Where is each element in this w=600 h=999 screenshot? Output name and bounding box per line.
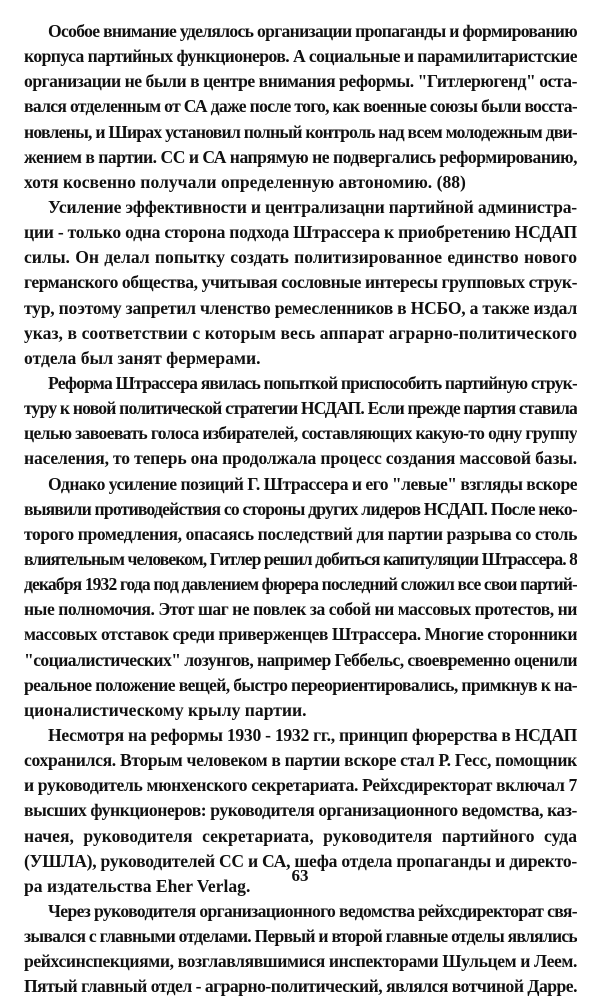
text-line: декабря 1932 года под давлением фюрера последний сложил все свои партий- xyxy=(24,574,577,595)
text-line: германского общества, учитывая сословные интересы групповых струк- xyxy=(24,272,577,293)
text-line: и руководитель мюнхенского секретариата. Рейхсдиректорат включал 7 xyxy=(24,775,577,796)
text-line: организации не были в центре внимания реформы. "Гитлерюгенд" оста- xyxy=(24,71,577,92)
paragraph xyxy=(24,371,577,472)
paragraph xyxy=(24,19,577,195)
text-line: торого промедления, опасаясь последствий для партии разрыва со столь xyxy=(24,523,577,544)
text-line: отдела был занят фермерами. xyxy=(24,347,261,368)
text-line: Несмотря на реформы 1930 - 1932 гг., принцип фюрерства в НСДАП xyxy=(48,724,577,745)
text-line: начея, руководителя секретариата, руководителя партийного суда xyxy=(24,825,577,846)
text-line: Реформа Штрассера явилась попыткой приспособить партийную струк- xyxy=(48,372,577,393)
text-line: выявили противодействия со стороны других лидеров НСДАП. После неко- xyxy=(24,498,577,519)
text-line: массовых отставок среди приверженцев Штрассера. Многие сторонники xyxy=(24,624,577,645)
text-line: указ, в соответствии с которым весь аппарат аграрно-политического xyxy=(24,322,577,343)
paragraph xyxy=(24,195,577,371)
paragraph xyxy=(24,899,577,999)
text-line: сохранился. Вторым человеком в партии вскоре стал Р. Гесс, помощник xyxy=(24,750,577,771)
text-line: рейхсинспекциями, возглавлявшимися инспекторами Шульцем и Леем. xyxy=(24,951,577,972)
text-line: ные полномочия. Этот шаг не повлек за собой ни массовых протестов, ни xyxy=(24,599,577,620)
text-line: (УШЛА), руководителей СС и СА, шефа отдела пропаганды и директо- xyxy=(24,850,577,871)
text-line: населения, то теперь она продолжала процесс создания массовой базы. xyxy=(24,448,577,469)
text-line: вался отделенным от СА даже после того, как военные союзы были восста- xyxy=(24,96,577,117)
text-line: Усиление эффективности и централизацни партийной администра- xyxy=(48,196,577,217)
text-line: корпуса партийных функционеров. А социальные и парамилитаристские xyxy=(24,46,577,67)
text-line: тур, поэтому запретил членство ремесленников в НСБО, а также издал xyxy=(24,297,577,318)
text-line: ционалистическому крылу партии. xyxy=(24,699,307,720)
text-line: реальное положение вещей, быстро переориентировались, примкнув к на- xyxy=(24,674,577,695)
text-line: целью завоевать голоса избирателей, составляющих какую-то одну группу xyxy=(24,423,577,444)
text-line: новлены, и Ширах установил полный контроль над всем молодежным дви- xyxy=(24,121,577,142)
text-line: силы. Он делал попытку создать политизированное единство нового xyxy=(24,247,577,268)
text-line: "социалистических" лозунгов, например Геббельс, своевременно оценили xyxy=(24,649,577,670)
page-number: 63 xyxy=(291,866,309,885)
text-line: высших функционеров: руководителя организационного ведомства, каз- xyxy=(24,800,577,821)
text-line: хотя косвенно получали определенную автономию. (88) xyxy=(24,171,466,192)
text-line: ции - только одна сторона подхода Штрассера к приобретению НСДАП xyxy=(24,222,577,243)
text-line: туру к новой политической стратегии НСДАП. Если прежде партия ставила xyxy=(24,398,577,419)
page-body xyxy=(24,19,577,999)
text-line: ра издательства Eher Verlag. xyxy=(24,875,251,896)
text-line: зывался с главными отделами. Первый и второй главные отделы являлись xyxy=(24,926,577,947)
text-line: Пятый главный отдел - аграрно-политический, являлся вотчиной Дарре. xyxy=(24,976,577,997)
text-line: жением в партии. СС и СА напрямую не подвергались реформированию, xyxy=(24,146,577,167)
paragraph xyxy=(24,472,577,723)
text-line: Через руководителя организационного ведомства рейхсдиректорат свя- xyxy=(48,900,577,921)
text-line: Особое внимание уделялось организации пропаганды и формированию xyxy=(48,21,577,41)
text-line: влиятельным человеком, Гитлер решил добиться капитуляции Штрассера. 8 xyxy=(24,548,577,569)
text-line: Однако усиление позиций Г. Штрассера и его "левые" взгляды вскоре xyxy=(48,473,577,494)
